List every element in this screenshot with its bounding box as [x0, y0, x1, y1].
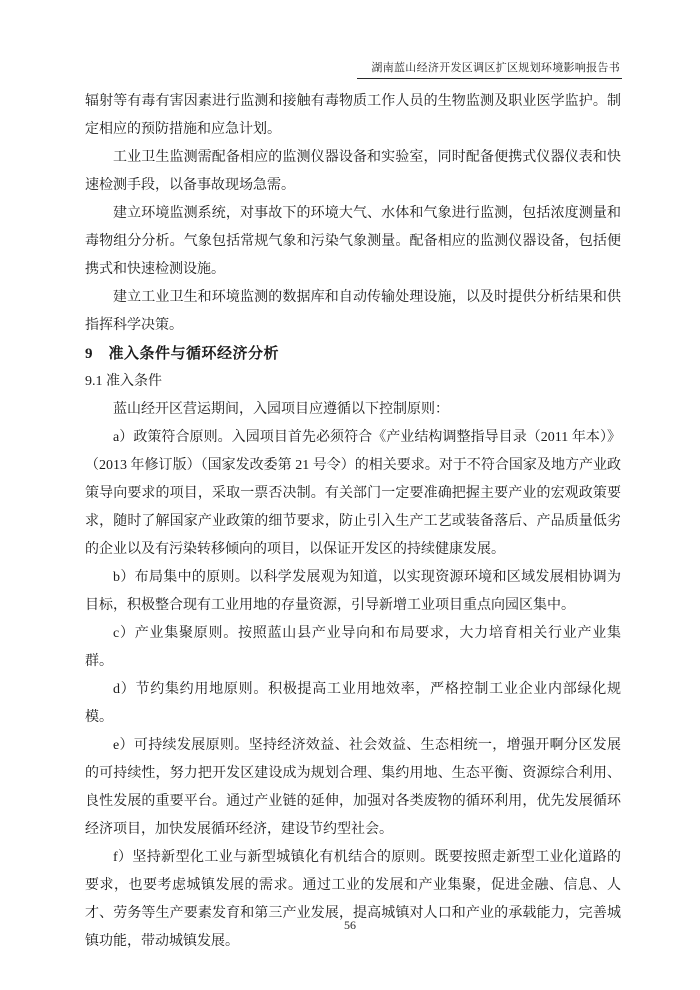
para-principles-intro: 蓝山经开区营运期间，入园项目应遵循以下控制原则：: [113, 402, 449, 417]
para-principle-d: d）节约集约用地原则。积极提高工业用地效率，严格控制工业企业内部绿化规模。: [85, 682, 621, 725]
para-principle-b: b）布局集中的原则。以科学发展观为知道，以实现资源环境和区域发展相协调为目标，积极整合现有工业用地的存量资源，引导新增工业项目重点向园区集中。: [85, 570, 621, 613]
para-radiation-monitoring: 辐射等有毒有害因素进行监测和接触有毒物质工作人员的生物监测及职业医学监护。制定相应的预防措施和应急计划。: [85, 94, 621, 137]
para-principle-e: e）可持续发展原则。坚持经济效益、社会效益、生态相统一，增强开啊分区发展的可持续性，努力把开发区建设成为规划合理、集约用地、生态平衡、资源综合利用、良性发展的重要平台。通过产业链的延伸，加强对各类废物的循环利用，优先发展循环经济项目，加快发展循环经济，建设节约型社会。: [85, 738, 621, 837]
para-industrial-hygiene: 工业卫生监测需配备相应的监测仪器设备和实验室，同时配备便携式仪器仪表和快速检测手段，以备事故现场急需。: [85, 150, 621, 193]
para-monitoring-database: 建立工业卫生和环境监测的数据库和自动传输处理设施，以及时提供分析结果和供指挥科学决策。: [85, 290, 621, 333]
page-header: [357, 58, 622, 79]
report-header-title: 湖南蓝山经济开发区调区扩区规划环境影响报告书: [357, 59, 622, 79]
page-footer: [0, 916, 700, 934]
para-principle-c: c）产业集聚原则。按照蓝山县产业导向和布局要求，大力培育相关行业产业集群。: [85, 626, 621, 669]
para-principle-f: f）坚持新型化工业与新型城镇化有机结合的原则。既要按照走新型工业化道路的要求，也要考虑城镇发展的需求。通过工业的发展和产业集聚，促进金融、信息、人才、劳务等生产要素发育和第三产业发展，提高城镇对人口和产业的承载能力，完善城镇功能，带动城镇发展。: [85, 850, 621, 949]
heading-chapter-9: 9 准入条件与循环经济分析: [85, 346, 280, 362]
para-env-monitoring-system: 建立环境监测系统，对事故下的环境大气、水体和气象进行监测，包括浓度测量和毒物组分分析。气象包括常规气象和污染气象测量。配备相应的监测仪器设备，包括便携式和快速检测设施。: [85, 206, 621, 277]
para-principle-a: a）政策符合原则。入园项目首先必须符合《产业结构调整指导目录（2011 年本）》（2013 年修订版）（国家发改委第 21 号令）的相关要求。对于不符合国家及地方产业政策导向要求的项目，采取一票否决制。有关部门一定要准确把握主要产业的宏观政策要求，随时了解国家产业政策的细节要求，防止引入生产工艺或装备落后、产品质量低劣的企业以及有污染转移倾向的项目，以保证开发区的持续健康发展。: [85, 430, 621, 557]
document-body: [85, 88, 621, 956]
heading-section-9-1: 9.1 准入条件: [85, 374, 162, 389]
page-number: 56: [344, 918, 356, 932]
